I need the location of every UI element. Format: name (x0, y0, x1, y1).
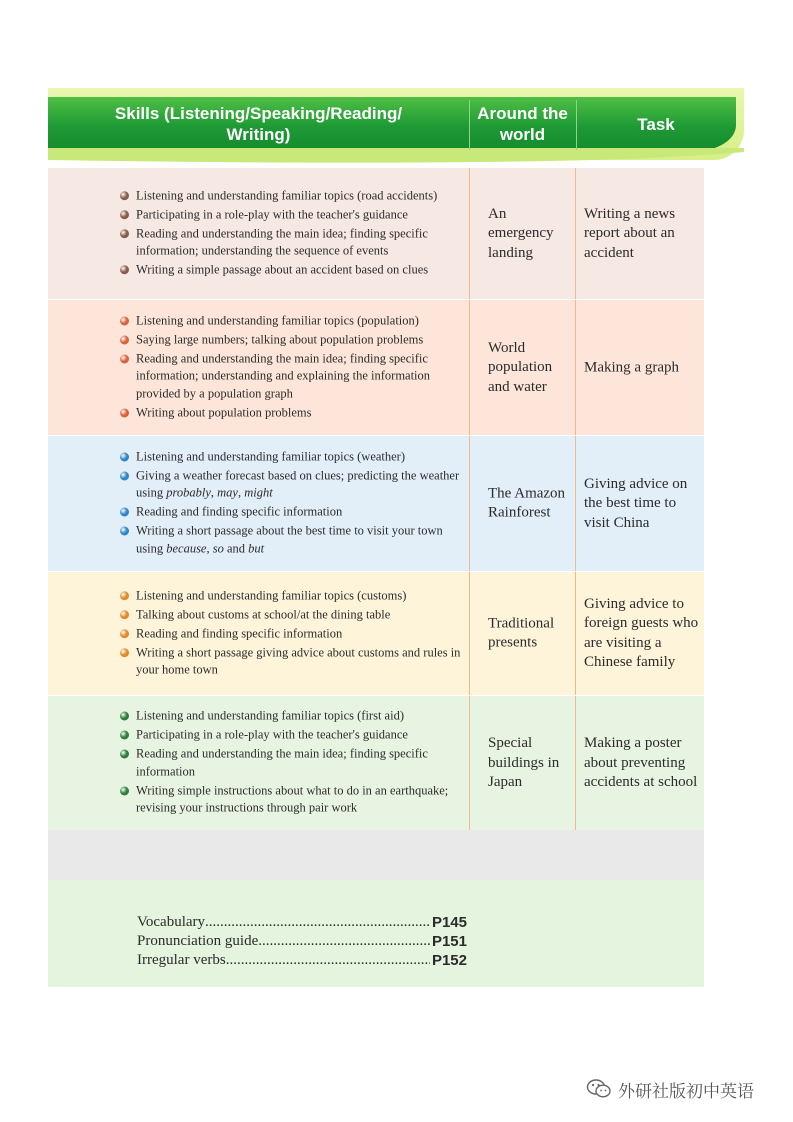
index-list (137, 913, 467, 970)
task-cell (576, 696, 704, 830)
skill-text: Writing about population problems (136, 405, 312, 419)
header-world-line2: world (499, 125, 546, 144)
bullet-dot-icon (120, 527, 129, 536)
skill-item (120, 448, 465, 466)
skill-text: Reading and understanding the main idea; finding specific information (136, 746, 428, 778)
around-the-world-text: Special buildings in Japan (488, 734, 560, 790)
skill-text: Participating in a role-play with the teacher's guidance (136, 206, 408, 221)
task-cell (576, 572, 704, 695)
skill-text: Listening and understanding familiar topics (first aid) (136, 708, 404, 723)
skill-item (120, 350, 465, 403)
skills-list (120, 708, 465, 819)
header-around-the-world (469, 97, 576, 151)
bullet-dot-icon (120, 471, 129, 480)
skill-item (120, 727, 465, 745)
skill-item (120, 261, 465, 279)
task-text: Giving advice on the best time to visit China (584, 475, 688, 531)
table-row (48, 572, 704, 696)
skill-item (120, 225, 465, 260)
task-cell (576, 436, 704, 571)
around-the-world-cell (470, 572, 575, 695)
skill-item (120, 467, 465, 502)
task-text: Making a poster about preventing accidents at school (584, 734, 698, 790)
skills-list (120, 312, 465, 423)
around-the-world-cell (470, 436, 575, 571)
around-the-world-cell (470, 300, 575, 435)
around-the-world-text: An emergency landing (488, 205, 554, 261)
task-cell (576, 168, 704, 299)
skill-text: Writing a short passage about the best time to visit your town using because, so and but (136, 523, 443, 555)
bullet-dot-icon (120, 265, 129, 274)
bullet-dot-icon (120, 786, 129, 795)
index-label: Irregular verbs (137, 952, 226, 968)
watermark-text: 外研社版初中英语 (618, 1081, 754, 1102)
wechat-icon (586, 1078, 612, 1100)
header-skills-line2: Writing) (226, 125, 291, 144)
skill-text: Reading and finding specific information (136, 625, 343, 640)
skills-list (120, 448, 465, 559)
bullet-dot-icon (120, 229, 129, 238)
header-task: Task (637, 114, 675, 134)
skill-text: Participating in a role-play with the teacher's guidance (136, 727, 408, 742)
skill-text: Giving a weather forecast based on clues; predicting the weather using probably, may, might (136, 468, 460, 500)
skill-item (120, 644, 465, 679)
table-header (48, 88, 744, 168)
header-skills-line1: Skills (Listening/Speaking/Reading/ (114, 104, 403, 123)
around-the-world-text: The Amazon Rainforest (488, 485, 566, 521)
skills-cell (48, 168, 469, 299)
header-skills (48, 97, 469, 151)
bullet-dot-icon (120, 191, 129, 200)
skill-text: Listening and understanding familiar topics (road accidents) (136, 187, 438, 202)
skills-cell (48, 436, 469, 571)
bullet-dot-icon (120, 335, 129, 344)
bullet-dot-icon (120, 210, 129, 219)
index-label: Vocabulary (137, 914, 206, 930)
skill-text: Saying large numbers; talking about population problems (136, 332, 424, 346)
bullet-dot-icon (120, 629, 129, 638)
skills-cell (48, 300, 469, 435)
task-text: Making a graph (584, 358, 679, 375)
skill-text: Writing a short passage giving advice about customs and rules in your home town (136, 644, 461, 677)
around-the-world-text: Traditional presents (488, 615, 555, 651)
bullet-dot-icon (120, 610, 129, 619)
skill-text: Talking about customs at school/at the dining table (136, 606, 391, 621)
skill-item (120, 187, 465, 205)
bullet-dot-icon (120, 316, 129, 325)
skill-text: Listening and understanding familiar topics (weather) (136, 449, 406, 463)
skill-item (120, 587, 465, 605)
bullet-dot-icon (120, 354, 129, 363)
bullet-dot-icon (120, 648, 129, 657)
skill-text: Reading and finding specific information (136, 504, 343, 519)
skill-item (120, 606, 465, 624)
index-leader-dots (258, 932, 430, 951)
skill-text: Reading and understanding the main idea; finding specific information; understanding and explaining the information provided by a population graph (136, 351, 431, 400)
task-cell (576, 300, 704, 435)
table-row (48, 300, 704, 436)
skills-cell (48, 572, 469, 695)
index-label: Pronunciation guide (137, 933, 259, 949)
index-page-number: P145 (431, 914, 467, 931)
bullet-dot-icon (120, 750, 129, 759)
table-row (48, 696, 704, 831)
task-text: Writing a news report about an accident (584, 205, 676, 261)
skills-list (120, 187, 465, 281)
bullet-dot-icon (120, 508, 129, 517)
bullet-dot-icon (120, 452, 129, 461)
bullet-dot-icon (120, 408, 129, 417)
skill-text: Reading and understanding the main idea; finding specific information; understanding the sequence of events (136, 225, 428, 258)
watermark (586, 1077, 754, 1101)
bullet-dot-icon (120, 731, 129, 740)
around-the-world-text: World population and water (488, 339, 553, 395)
skill-item (120, 206, 465, 224)
table-row (48, 168, 704, 300)
skill-text: Listening and understanding familiar topics (customs) (136, 587, 407, 602)
skill-item (120, 708, 465, 726)
skill-item (120, 504, 465, 522)
skill-item (120, 523, 465, 558)
skill-item (120, 746, 465, 781)
skill-item (120, 312, 465, 330)
header-world-line1: Around the (477, 104, 568, 123)
index-leader-dots (205, 913, 430, 932)
skill-item (120, 782, 465, 817)
bullet-dot-icon (120, 591, 129, 600)
skill-text: Writing a simple passage about an accident based on clues (136, 262, 429, 277)
skills-list (120, 587, 465, 681)
grey-band (48, 830, 704, 880)
index-box (48, 880, 704, 987)
around-the-world-cell (470, 168, 575, 299)
table-row (48, 436, 704, 572)
skill-item (120, 625, 465, 643)
index-entry (137, 913, 467, 932)
index-leader-dots (226, 951, 430, 970)
index-page-number: P152 (431, 952, 467, 969)
around-the-world-cell (470, 696, 575, 830)
skill-item (120, 331, 465, 349)
index-entry (137, 932, 467, 951)
index-page-number: P151 (431, 933, 467, 950)
bullet-dot-icon (120, 712, 129, 721)
skill-item (120, 404, 465, 422)
skill-text: Listening and understanding familiar topics (population) (136, 313, 419, 327)
task-text: Giving advice to foreign guests who are visiting a Chinese family (584, 595, 699, 670)
skills-cell (48, 696, 469, 830)
skill-text: Writing simple instructions about what to do in an earthquake; revising your instructions through pair work (136, 783, 449, 815)
index-entry (137, 951, 467, 970)
